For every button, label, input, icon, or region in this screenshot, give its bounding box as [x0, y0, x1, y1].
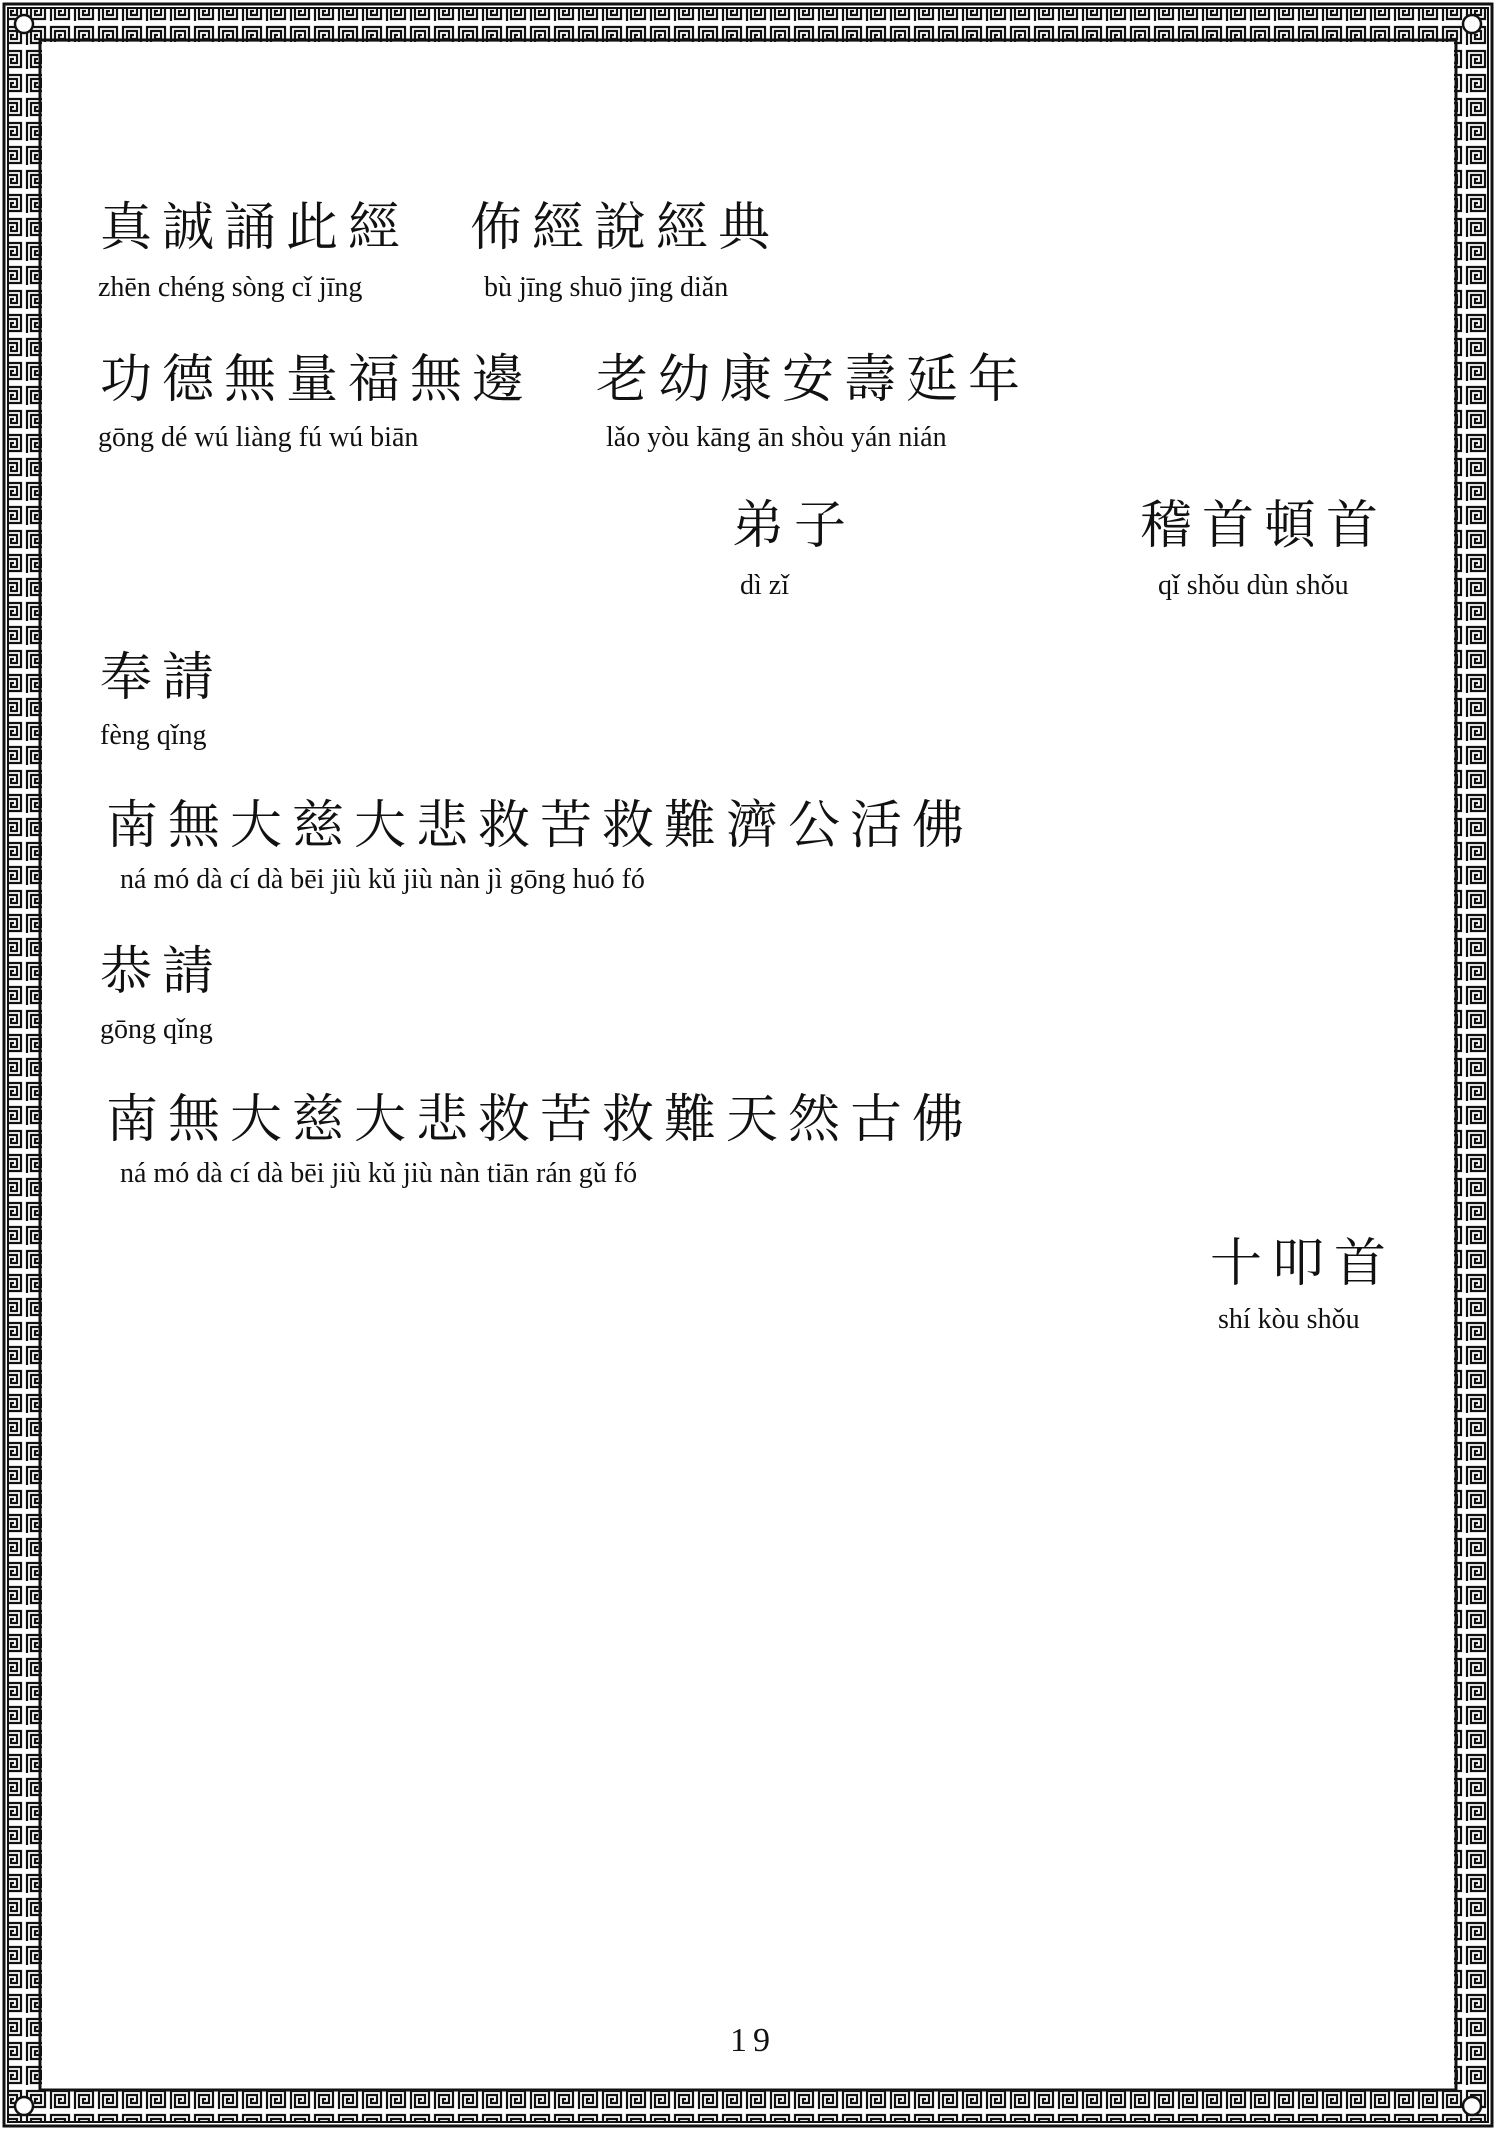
- verse-line-1-right-pinyin: bù jīng shuō jīng diǎn: [484, 272, 729, 303]
- verse-line-2-left-pinyin: gōng dé wú liàng fú wú biān: [98, 422, 419, 453]
- corner-ornament-icon: [15, 15, 1481, 2115]
- verse-line-1-left-pinyin: zhēn chéng sòng cǐ jīng: [98, 272, 363, 303]
- kowtow-pinyin: qǐ shǒu dùn shǒu: [1158, 570, 1349, 601]
- buddha-name-1-pinyin: ná mó dà cí dà bēi jiù kǔ jiù nàn jì gōng huó fó: [120, 864, 645, 895]
- buddha-name-2-pinyin: ná mó dà cí dà bēi jiù kǔ jiù nàn tiān rán gǔ fó: [120, 1158, 638, 1189]
- invite-pinyin-1: fèng qǐng: [100, 720, 207, 751]
- disciple-pinyin: dì zǐ: [740, 570, 789, 601]
- verse-line-2-right: 老幼康安壽延年: [596, 350, 1031, 410]
- invite-label-2: 恭請: [100, 942, 225, 1002]
- verse-line-2-right-pinyin: lǎo yòu kāng ān shòu yán nián: [606, 422, 947, 453]
- buddha-name-2: 南無大慈大悲救苦救難天然古佛: [106, 1090, 975, 1150]
- buddha-name-1: 南無大慈大悲救苦救難濟公活佛: [106, 796, 975, 856]
- page-number: 19: [730, 2022, 776, 2059]
- verse-line-1-left: 真誠誦此經: [100, 198, 411, 258]
- ten-kowtows-label: 十叩首: [1210, 1234, 1397, 1294]
- invite-label-1: 奉請: [100, 648, 225, 708]
- ten-kowtows-pinyin: shí kòu shǒu: [1218, 1304, 1360, 1335]
- invite-pinyin-2: gōng qǐng: [100, 1014, 213, 1045]
- kowtow-label: 稽首頓首: [1140, 496, 1389, 556]
- verse-line-2-left: 功德無量福無邊: [100, 350, 535, 410]
- disciple-label: 弟子: [732, 496, 857, 556]
- verse-line-1-right: 佈經說經典: [470, 198, 781, 258]
